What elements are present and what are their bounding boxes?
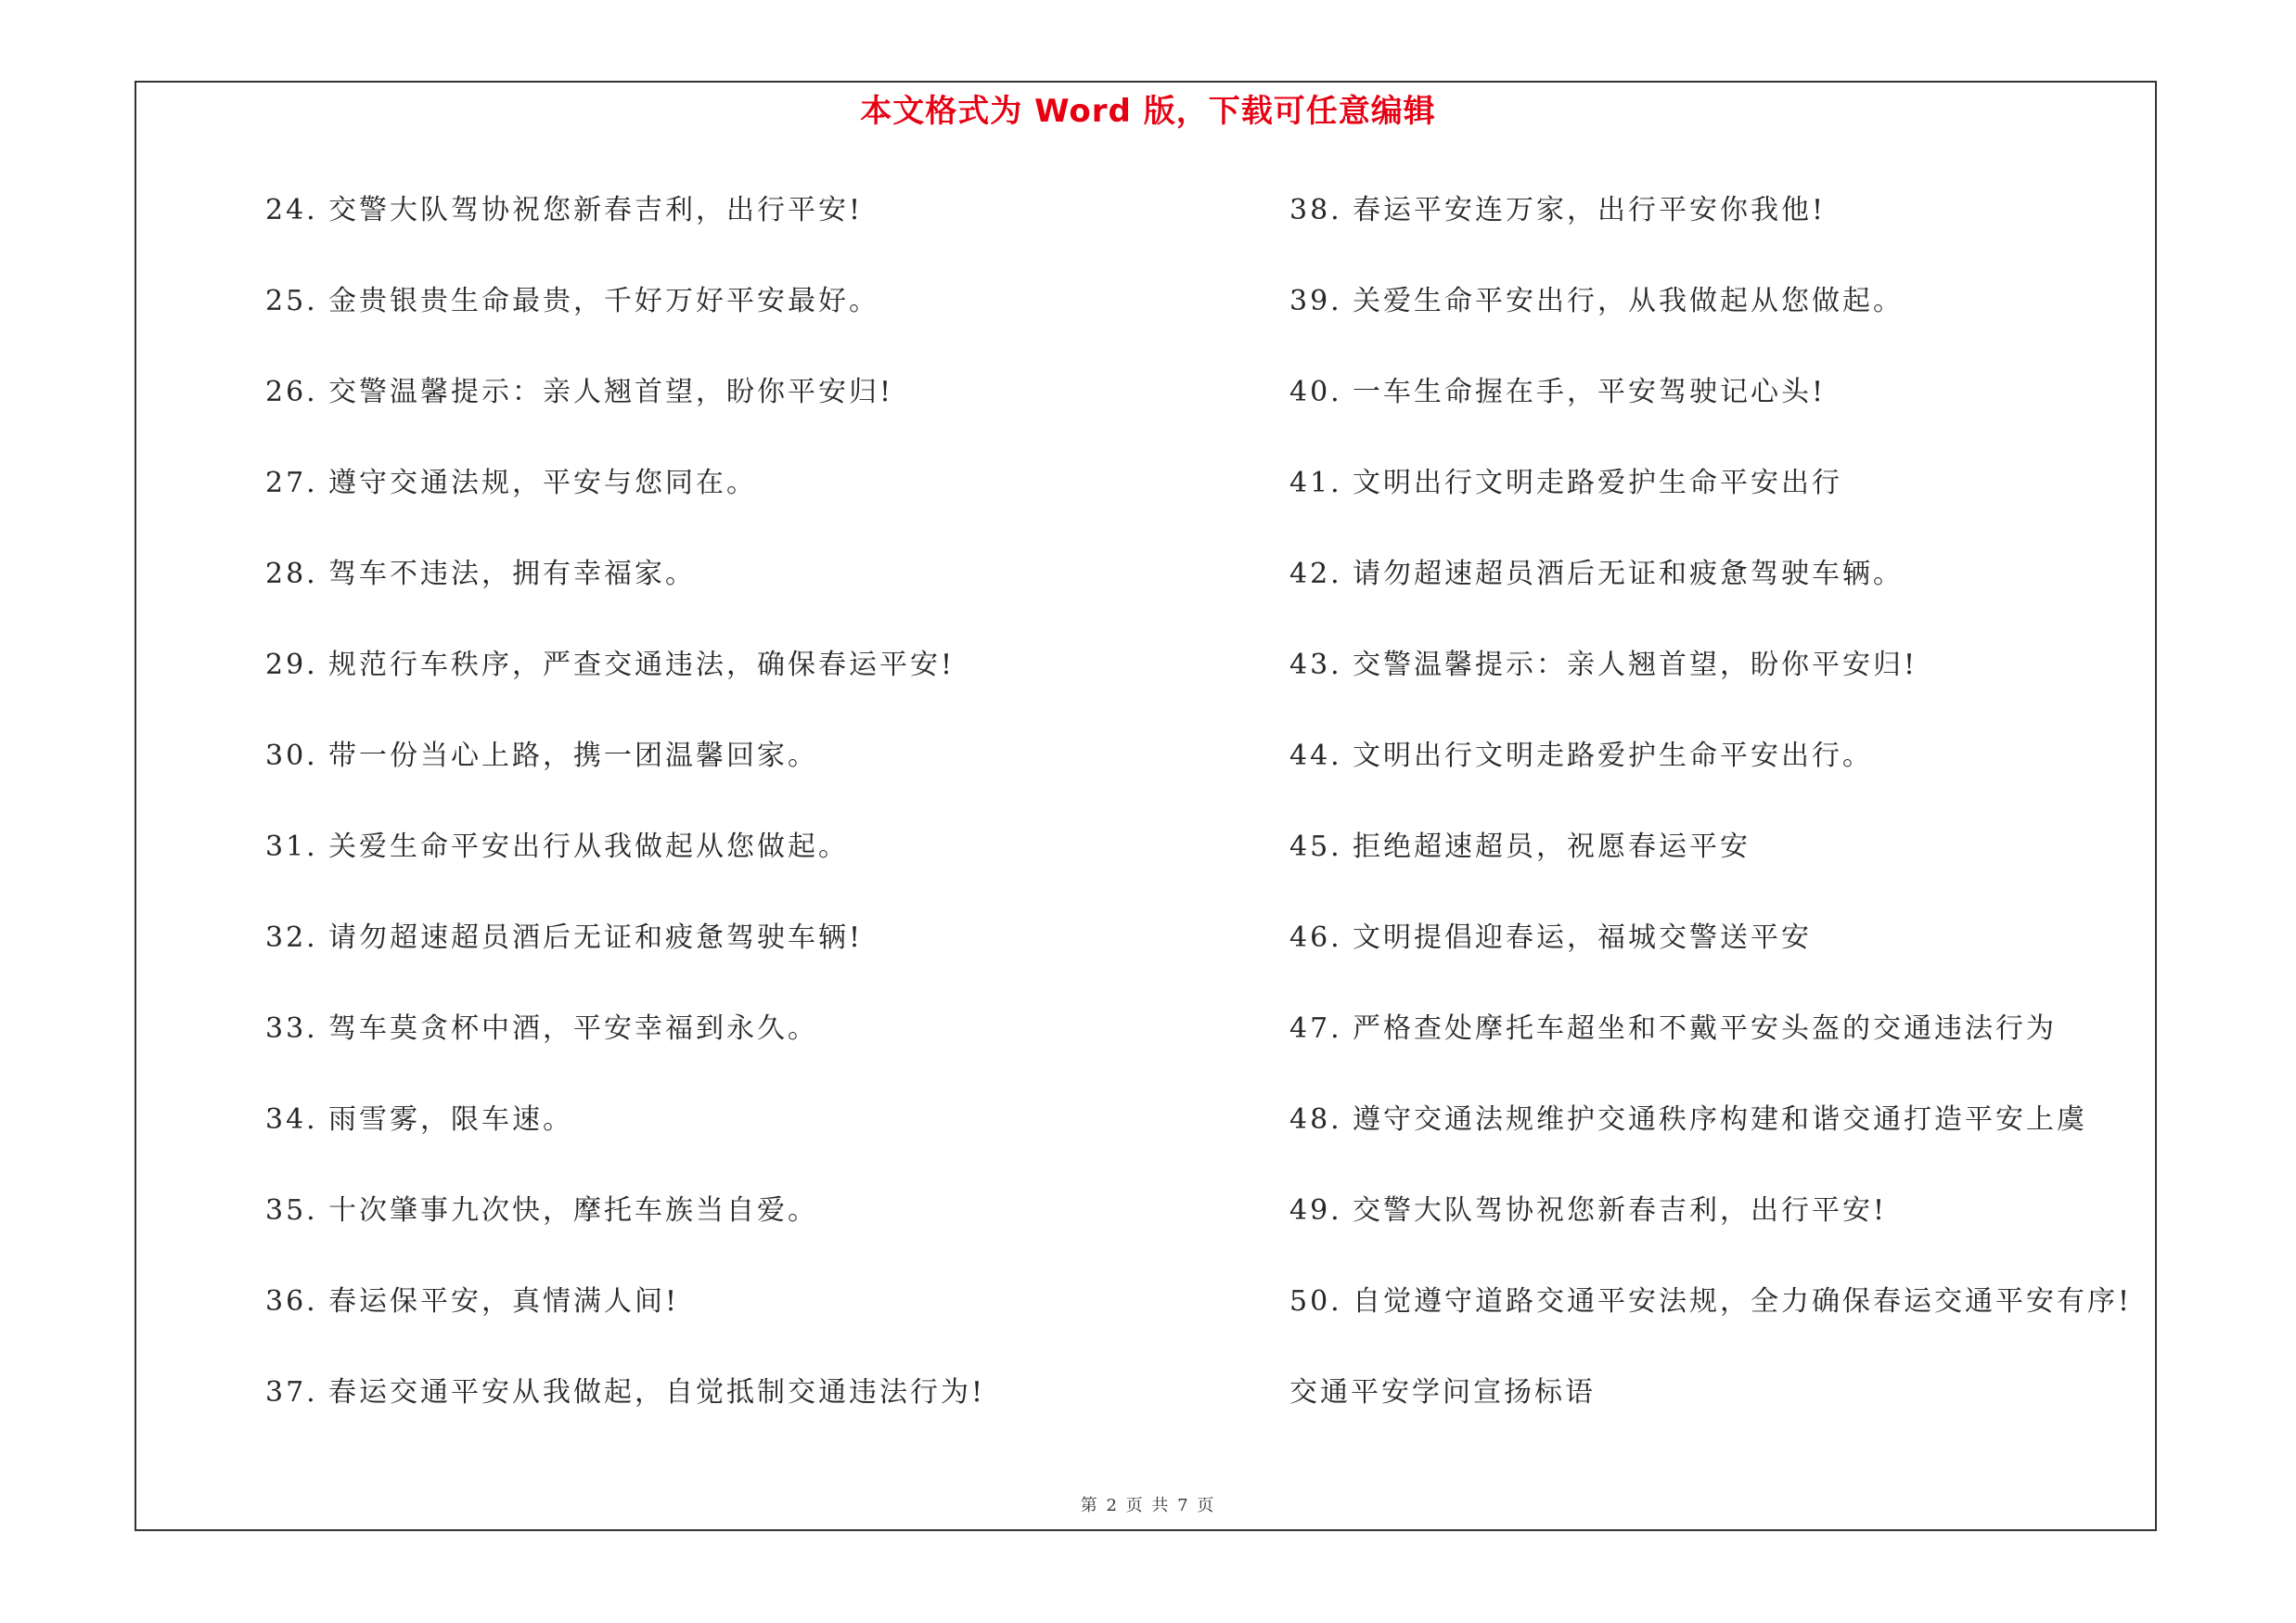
list-item bbox=[265, 1186, 985, 1277]
item-text: 文明出行文明走路爱护生命平安出行。 bbox=[1353, 740, 1873, 772]
item-text: 交警大队驾协祝您新春吉利，出行平安! bbox=[1353, 1194, 1888, 1227]
list-item bbox=[1289, 822, 2132, 913]
item-number: 36. bbox=[265, 1285, 318, 1318]
item-number: 41. bbox=[1289, 467, 1342, 499]
item-text: 请勿超速超员酒后无证和疲惫驾驶车辆。 bbox=[1353, 558, 1904, 590]
item-text: 金贵银贵生命最贵，千好万好平安最好。 bbox=[328, 285, 879, 317]
item-text: 自觉遵守道路交通平安法规，全力确保春运交通平安有序! bbox=[1353, 1285, 2133, 1318]
item-number: 40. bbox=[1289, 376, 1342, 408]
list-item bbox=[265, 458, 985, 549]
item-number: 32. bbox=[265, 921, 318, 954]
item-number: 29. bbox=[265, 649, 318, 681]
item-text: 十次肇事九次快，摩托车族当自爱。 bbox=[328, 1194, 818, 1227]
item-text: 关爱生命平安出行，从我做起从您做起。 bbox=[1353, 285, 1904, 317]
list-item bbox=[1289, 1277, 2132, 1368]
item-text: 文明出行文明走路爱护生命平安出行 bbox=[1353, 467, 1842, 499]
item-number: 42. bbox=[1289, 558, 1342, 590]
list-item bbox=[265, 1004, 985, 1095]
list-item bbox=[1289, 1186, 2132, 1277]
item-number: 47. bbox=[1289, 1012, 1342, 1045]
list-item bbox=[265, 731, 985, 822]
item-text: 规范行车秩序，严查交通违法，确保春运平安! bbox=[328, 649, 956, 681]
list-item bbox=[1289, 640, 2132, 731]
item-number: 27. bbox=[265, 467, 318, 499]
item-number: 30. bbox=[265, 740, 318, 772]
list-item bbox=[1289, 549, 2132, 640]
list-item bbox=[265, 822, 985, 913]
item-text: 关爱生命平安出行从我做起从您做起。 bbox=[328, 831, 849, 863]
item-number: 50. bbox=[1289, 1285, 1342, 1318]
item-text: 交警温馨提示：亲人翘首望，盼你平安归! bbox=[1353, 649, 1918, 681]
left-column bbox=[265, 186, 985, 1459]
item-text: 文明提倡迎春运，福城交警送平安 bbox=[1353, 921, 1812, 954]
item-number: 48. bbox=[1289, 1103, 1342, 1136]
list-item bbox=[265, 186, 985, 277]
list-item bbox=[265, 367, 985, 458]
list-item bbox=[265, 1368, 985, 1459]
item-text: 遵守交通法规维护交通秩序构建和谐交通打造平安上虞 bbox=[1353, 1103, 2087, 1136]
right-column bbox=[1289, 186, 2132, 1368]
item-number: 26. bbox=[265, 376, 318, 408]
page-number-footer: 第 2 页 共 7 页 bbox=[1080, 1496, 1216, 1515]
item-number: 35. bbox=[265, 1194, 318, 1227]
list-item bbox=[1289, 458, 2132, 549]
list-item bbox=[1289, 1095, 2132, 1186]
document-header-title: 本文格式为 Word 版，下载可任意编辑 bbox=[860, 93, 1436, 130]
item-number: 34. bbox=[265, 1103, 318, 1136]
list-item bbox=[265, 1277, 985, 1368]
item-number: 24. bbox=[265, 194, 318, 226]
item-text: 春运交通平安从我做起，自觉抵制交通违法行为! bbox=[328, 1376, 986, 1409]
item-text: 交警大队驾协祝您新春吉利，出行平安! bbox=[328, 194, 864, 226]
item-text: 交警温馨提示：亲人翘首望，盼你平安归! bbox=[328, 376, 894, 408]
list-item bbox=[1289, 1004, 2132, 1095]
list-item bbox=[1289, 186, 2132, 277]
item-text: 驾车不违法，拥有幸福家。 bbox=[328, 558, 696, 590]
item-text: 春运平安连万家，出行平安你我他! bbox=[1353, 194, 1827, 226]
item-number: 38. bbox=[1289, 194, 1342, 226]
item-text: 一车生命握在手，平安驾驶记心头! bbox=[1353, 376, 1827, 408]
item-number: 28. bbox=[265, 558, 318, 590]
item-number: 46. bbox=[1289, 921, 1342, 954]
item-text: 遵守交通法规，平安与您同在。 bbox=[328, 467, 757, 499]
list-item bbox=[1289, 731, 2132, 822]
list-item bbox=[265, 640, 985, 731]
list-item bbox=[1289, 913, 2132, 1004]
list-item bbox=[265, 549, 985, 640]
list-item bbox=[265, 277, 985, 367]
item-number: 49. bbox=[1289, 1194, 1342, 1227]
item-text: 雨雪雾，限车速。 bbox=[328, 1103, 573, 1136]
section-heading: 交通平安学问宣扬标语 bbox=[1289, 1376, 1596, 1409]
list-item bbox=[265, 913, 985, 1004]
item-number: 44. bbox=[1289, 740, 1342, 772]
item-number: 37. bbox=[265, 1376, 318, 1409]
item-text: 严格查处摩托车超坐和不戴平安头盔的交通违法行为 bbox=[1353, 1012, 2057, 1045]
list-item bbox=[1289, 367, 2132, 458]
item-text: 春运保平安，真情满人间! bbox=[328, 1285, 680, 1318]
item-number: 45. bbox=[1289, 831, 1342, 863]
item-text: 驾车莫贪杯中酒，平安幸福到永久。 bbox=[328, 1012, 818, 1045]
item-number: 31. bbox=[265, 831, 318, 863]
item-text: 带一份当心上路，携一团温馨回家。 bbox=[328, 740, 818, 772]
item-text: 拒绝超速超员，祝愿春运平安 bbox=[1353, 831, 1751, 863]
item-number: 25. bbox=[265, 285, 318, 317]
list-item bbox=[1289, 277, 2132, 367]
item-number: 39. bbox=[1289, 285, 1342, 317]
item-number: 33. bbox=[265, 1012, 318, 1045]
item-text: 请勿超速超员酒后无证和疲惫驾驶车辆! bbox=[328, 921, 864, 954]
list-item bbox=[265, 1095, 985, 1186]
item-number: 43. bbox=[1289, 649, 1342, 681]
